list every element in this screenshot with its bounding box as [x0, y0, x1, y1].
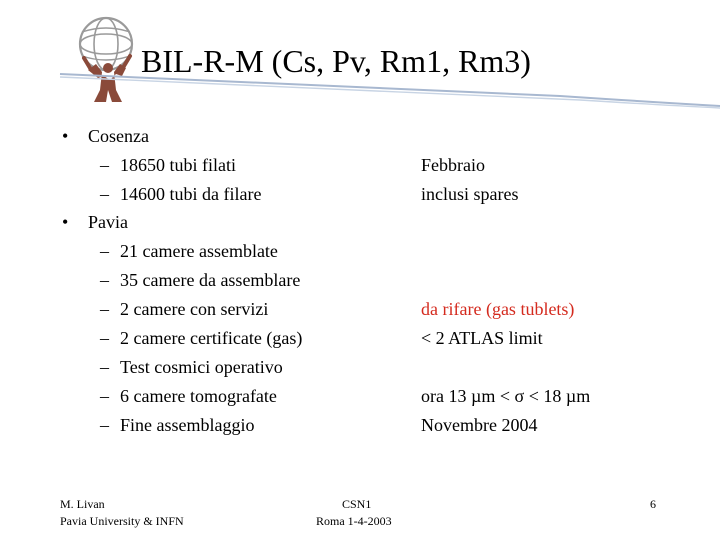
footer-affiliation: Pavia University & INFN — [60, 514, 184, 528]
sub-item: 21 camere assemblate — [120, 241, 278, 261]
sub-item: 2 camere certificate (gas) — [120, 328, 303, 348]
sub-item-note: inclusi spares — [421, 184, 519, 204]
sub-item: 18650 tubi filati — [120, 155, 236, 175]
footer-meeting: CSN1 — [342, 497, 372, 511]
sub-item-note: Novembre 2004 — [421, 415, 538, 435]
dash-symbol: – — [100, 299, 109, 319]
sub-item: 6 camere tomografate — [120, 386, 277, 406]
bullet-pavia: Pavia — [88, 212, 128, 232]
footer-place-date: Roma 1-4-2003 — [316, 514, 392, 528]
sub-item-note: Febbraio — [421, 155, 485, 175]
sub-item: Test cosmici operativo — [120, 357, 283, 377]
dash-symbol: – — [100, 357, 109, 377]
sub-item-note: < 2 ATLAS limit — [421, 328, 543, 348]
dash-symbol: – — [100, 415, 109, 435]
sub-item: 35 camere da assemblare — [120, 270, 301, 290]
sub-item-note-highlight: da rifare (gas tublets) — [421, 299, 575, 319]
sub-item: Fine assemblaggio — [120, 415, 255, 435]
bullet-symbol: • — [62, 126, 69, 146]
sub-item: 14600 tubi da filare — [120, 184, 262, 204]
sub-item: 2 camere con servizi — [120, 299, 269, 319]
slide-title: BIL-R-M (Cs, Pv, Rm1, Rm3) — [141, 43, 531, 79]
bullet-cosenza: Cosenza — [88, 126, 149, 146]
dash-symbol: – — [100, 241, 109, 261]
dash-symbol: – — [100, 328, 109, 348]
footer-author: M. Livan — [60, 497, 105, 511]
sub-item-note: ora 13 µm < σ < 18 µm — [421, 386, 591, 406]
dash-symbol: – — [100, 270, 109, 290]
dash-symbol: – — [100, 155, 109, 175]
page-number: 6 — [650, 497, 656, 511]
bullet-symbol: • — [62, 212, 69, 232]
dash-symbol: – — [100, 184, 109, 204]
dash-symbol: – — [100, 386, 109, 406]
